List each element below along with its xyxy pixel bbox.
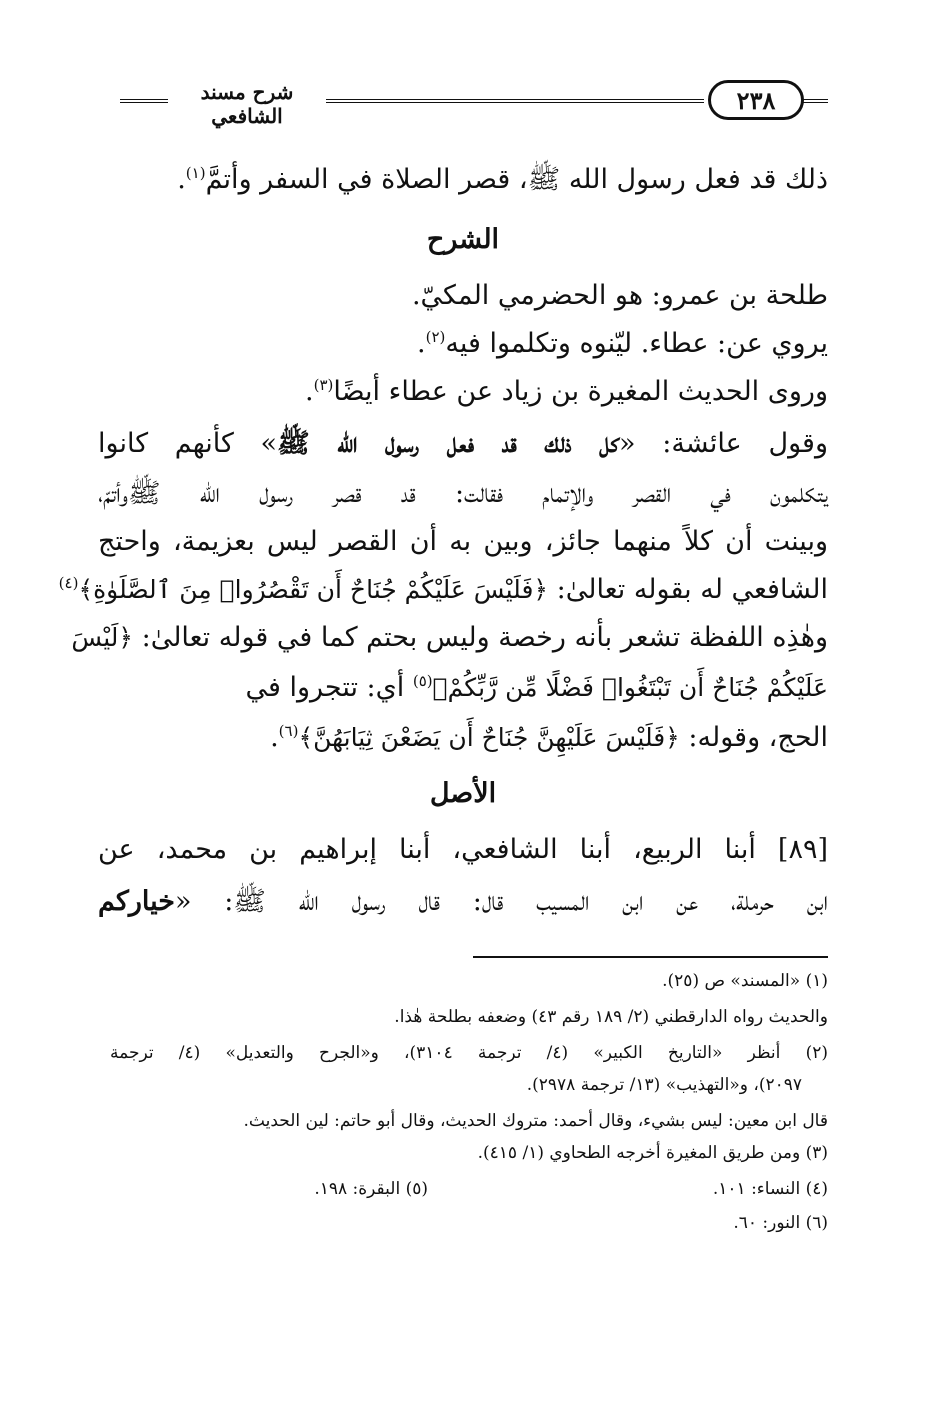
heading-asl: الأصل (429, 778, 497, 809)
footnote-ref-2[interactable]: (٢) (425, 328, 446, 346)
footnote-3: (٣) ومن طريق المغيرة أخرجه الطحاوي (١/ ٤١٥). (477, 1143, 828, 1163)
quote-aisha: كل ذلك قد فعل رسول الله ﷺ (277, 428, 619, 459)
text-line-9: وهٰذِه اللفظة تشعر بأنه رخصة وليس بحتم كما في قوله تعالىٰ: ﴿لَيْسَ (71, 622, 828, 653)
footnote-4: (٤) النساء: ١٠١. (712, 1179, 828, 1199)
text-line-3: يروي عن: عطاء. ليّنوه وتكلموا فيه$^{(٢)}$. (416, 328, 828, 359)
text-line-5: وقول عائشة: «كل ذلك قد فعل رسول الله ﷺ» كأنهم كانوا (98, 428, 828, 459)
text-line-10: عَلَيْكُمْ جُنَاحٌ أَن تَبْتَغُوا۟ فَضْلًا مِّن رَّبِّكُمْ﴾$^{(٥)}$ أي: تتجروا في (245, 672, 828, 703)
footnote-ref-6[interactable]: (٦) (278, 722, 299, 740)
hadith-quote-start: خياركم (98, 886, 175, 917)
header-rule-middle (326, 99, 704, 103)
text-line-12: [٨٩] أبنا الربيع، أبنا الشافعي، أبنا إبراهيم بن محمد، عن (98, 834, 828, 865)
footnote-2: (٢) أنظر «التاريخ الكبير» (٤/ ترجمة ٣١٠٤)، و«الجرح والتعديل» (٤/ ترجمة (110, 1043, 828, 1063)
quran-verse-2-end: عَلَيْكُمْ جُنَاحٌ أَن تَبْتَغُوا۟ فَضْلًا مِّن رَّبِّكُمْ﴾ (432, 673, 828, 702)
footnote-6: (٦) النور: ٦٠. (733, 1213, 828, 1233)
footnote-ref-4[interactable]: (٤) (58, 574, 79, 592)
quran-verse-3: ﴿فَلَيْسَ عَلَيْهِنَّ جُنَاحٌ أَن يَضَعْنَ ثِيَابَهُنَّ﴾ (298, 723, 680, 752)
running-title: شرح مسند الشافعي (200, 80, 294, 128)
footnote-1: (١) «المسند» ص (٢٥). (662, 971, 828, 991)
footnote-ref-5[interactable]: (٥) (412, 672, 433, 690)
text-line-8: الشافعي له بقوله تعالىٰ: ﴿فَلَيْسَ عَلَيْكُمْ جُنَاحٌ أَن تَقْصُرُوا۟ مِنَ ٱلصَّلَوٰةِ﴾$^{(٤)}$ (58, 574, 828, 605)
text-line-4: وروى الحديث المغيرة بن زياد عن عطاء أيضًا$^{(٣)}$. (305, 376, 828, 407)
page-number-badge: ٢٣٨ (708, 80, 804, 120)
text-line-2: طلحة بن عمرو: هو الحضرمي المكيّ. (411, 280, 828, 311)
footnote-1-note: والحديث رواه الدارقطني (٢/ ١٨٩ رقم ٤٣) وضعفه بطلحة هٰذا. (394, 1007, 828, 1027)
heading-sharh: الشرح (426, 224, 500, 255)
page-header (120, 72, 828, 130)
footnote-ref-3[interactable]: (٣) (313, 376, 334, 394)
footnote-2-note: قال ابن معين: ليس بشيء، وقال أحمد: متروك الحديث، وقال أبو حاتم: لين الحديث. (243, 1111, 828, 1131)
footnote-separator (473, 956, 828, 958)
quran-verse-1: ﴿فَلَيْسَ عَلَيْكُمْ جُنَاحٌ أَن تَقْصُرُوا۟ مِنَ ٱلصَّلَوٰةِ﴾ (78, 575, 549, 604)
text-line-1: ذلك قد فعل رسول الله ﷺ، قصر الصلاة في السفر وأتمَّ$^{(١)}$. (177, 164, 828, 195)
footnote-2-cont: ٢٠٩٧)، و«التهذيب» (١٣/ ترجمة ٢٩٧٨). (526, 1075, 802, 1095)
header-rule-right (802, 99, 828, 103)
footnote-5: (٥) البقرة: ١٩٨. (314, 1179, 428, 1199)
text-line-11: الحج، وقوله: ﴿فَلَيْسَ عَلَيْهِنَّ جُنَاحٌ أَن يَضَعْنَ ثِيَابَهُنَّ﴾$^{(٦)}$. (270, 722, 828, 753)
footnote-ref-1[interactable]: (١) (185, 164, 206, 182)
text-line-7: وبينت أن كلاً منهما جائز، وبين به أن القصر ليس بعزيمة، واحتج (98, 526, 828, 557)
text-line-13: ابن حرملة، عن ابن المسيب قال: قال رسول الله ﷺ: «خياركم (98, 886, 828, 917)
text-line-6: يتكلمون في القصر والإتمام فقالت: قد قصر رسول الله ﷺوأتمّ، (98, 478, 828, 509)
header-rule-left (120, 99, 168, 103)
quran-verse-2-start: ﴿لَيْسَ (71, 623, 134, 652)
